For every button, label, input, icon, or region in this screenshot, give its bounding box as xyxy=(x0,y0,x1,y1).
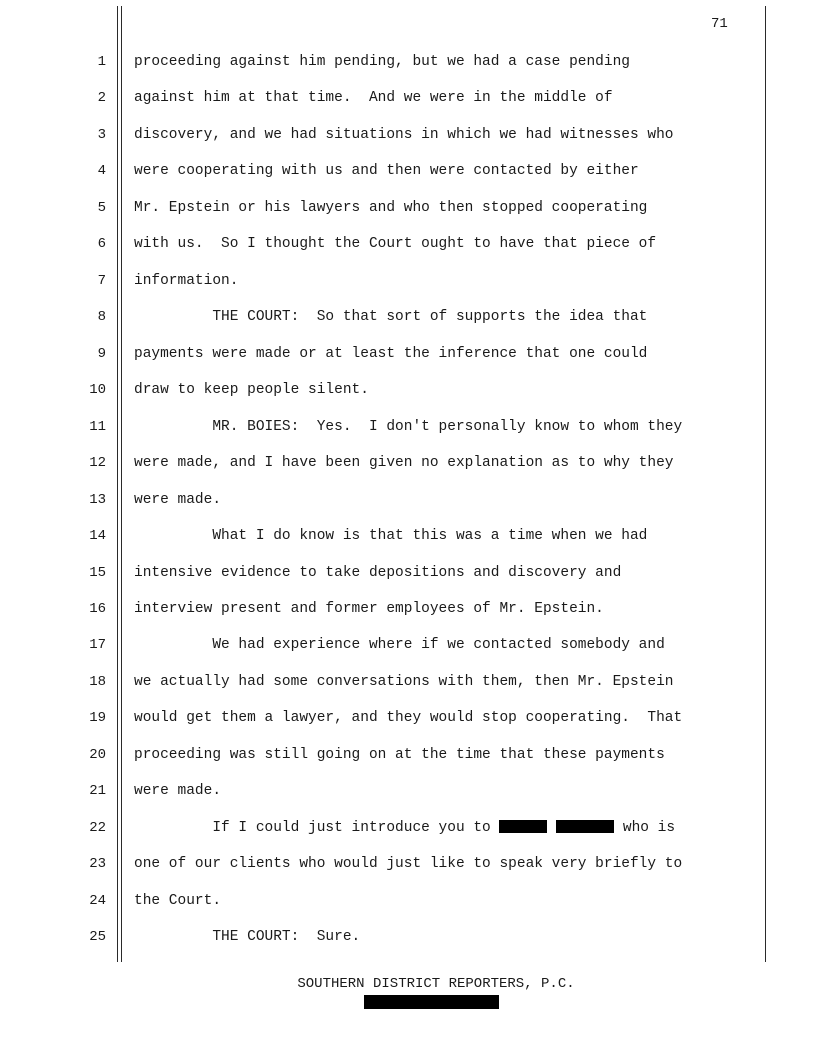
left-margin-rule-inner xyxy=(121,6,122,962)
line-number: 12 xyxy=(89,455,106,471)
line-number: 1 xyxy=(97,54,106,70)
transcript-line: We had experience where if we contacted somebody and xyxy=(134,637,665,653)
transcript-line: were made. xyxy=(134,783,222,799)
transcript-line: interview present and former employees of Mr. Epstein. xyxy=(134,601,604,617)
transcript-line: intensive evidence to take depositions and discovery and xyxy=(134,565,622,581)
page-number: 71 xyxy=(711,16,728,32)
line-number: 23 xyxy=(89,856,106,872)
line-number: 6 xyxy=(97,236,106,252)
transcript-line: discovery, and we had situations in which we had witnesses who xyxy=(134,127,674,143)
transcript-line: one of our clients who would just like to speak very briefly to xyxy=(134,856,683,872)
line-number: 16 xyxy=(89,601,106,617)
redaction-block xyxy=(499,820,547,833)
line-text-before-redaction: If I could just introduce you to xyxy=(134,820,491,836)
footer-reporter-name: SOUTHERN DISTRICT REPORTERS, P.C. xyxy=(297,976,575,992)
line-number: 13 xyxy=(89,492,106,508)
line-number: 10 xyxy=(89,382,106,398)
line-number: 24 xyxy=(89,893,106,909)
transcript-line: proceeding against him pending, but we had a case pending xyxy=(134,54,630,70)
line-number: 4 xyxy=(97,163,106,179)
line-number: 22 xyxy=(89,820,106,836)
transcript-line: were made, and I have been given no explanation as to why they xyxy=(134,455,674,471)
footer-redaction-block xyxy=(364,995,499,1009)
transcript-line: THE COURT: Sure. xyxy=(134,929,361,945)
line-number: 2 xyxy=(97,90,106,106)
transcript-line: information. xyxy=(134,273,239,289)
left-margin-rule-outer xyxy=(117,6,118,962)
transcript-line: with us. So I thought the Court ought to have that piece of xyxy=(134,236,657,252)
line-number: 5 xyxy=(97,200,106,216)
transcript-line: THE COURT: So that sort of supports the idea that xyxy=(134,309,648,325)
line-number: 3 xyxy=(97,127,106,143)
line-number: 14 xyxy=(89,528,106,544)
right-margin-rule xyxy=(765,6,766,962)
transcript-line: would get them a lawyer, and they would stop cooperating. That xyxy=(134,710,683,726)
transcript-line: against him at that time. And we were in the middle of xyxy=(134,90,613,106)
transcript-line: were cooperating with us and then were contacted by either xyxy=(134,163,639,179)
transcript-line: draw to keep people silent. xyxy=(134,382,369,398)
line-number: 20 xyxy=(89,747,106,763)
redaction-block xyxy=(556,820,614,833)
transcript-line: What I do know is that this was a time when we had xyxy=(134,528,648,544)
transcript-line: MR. BOIES: Yes. I don't personally know to whom they xyxy=(134,419,683,435)
line-number: 9 xyxy=(97,346,106,362)
line-text-after-redaction: who is xyxy=(622,820,676,836)
line-number: 15 xyxy=(89,565,106,581)
line-number: 11 xyxy=(89,419,106,435)
transcript-line xyxy=(134,820,754,836)
line-number: 25 xyxy=(89,929,106,945)
transcript-line: we actually had some conversations with them, then Mr. Epstein xyxy=(134,674,674,690)
transcript-line: payments were made or at least the inference that one could xyxy=(134,346,648,362)
transcript-line: the Court. xyxy=(134,893,222,909)
transcript-line: proceeding was still going on at the time that these payments xyxy=(134,747,665,763)
transcript-line: were made. xyxy=(134,492,222,508)
line-number: 19 xyxy=(89,710,106,726)
transcript-line: Mr. Epstein or his lawyers and who then stopped cooperating xyxy=(134,200,648,216)
line-number: 21 xyxy=(89,783,106,799)
line-number: 18 xyxy=(89,674,106,690)
line-number: 17 xyxy=(89,637,106,653)
line-number: 8 xyxy=(97,309,106,325)
line-number: 7 xyxy=(97,273,106,289)
